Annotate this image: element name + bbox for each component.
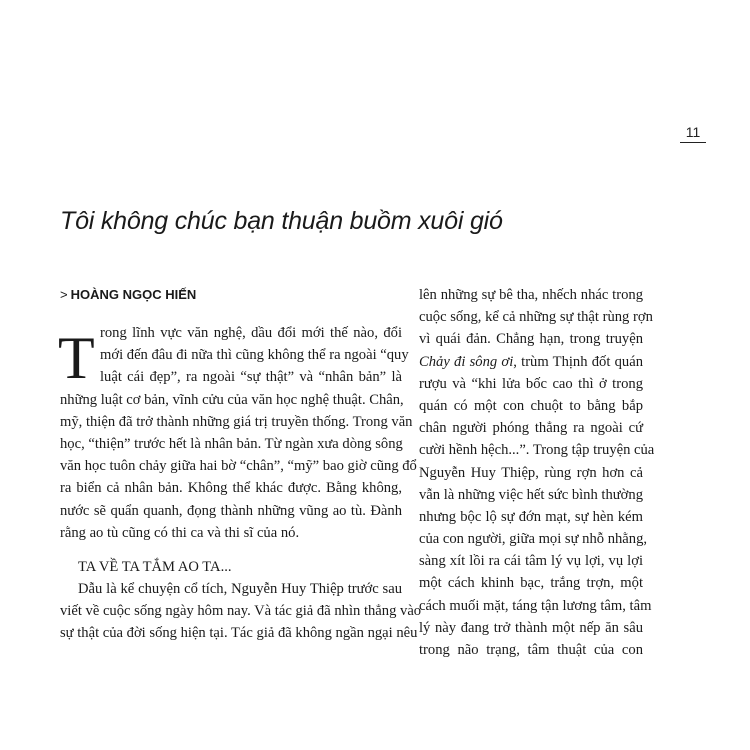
text-line: rượu và “khi lửa bốc cao thì ở trong: [419, 375, 643, 392]
text-line: Nguyễn Huy Thiệp, rùng rợn hơn cả: [419, 464, 643, 481]
text-line: nhưng bộc lộ sự đớn mạt, sự hèn kém: [419, 508, 643, 525]
text-line: rong lĩnh vực văn nghệ, dầu đổi mới thế nào, đổi: [100, 325, 402, 341]
page-number-underline: [680, 142, 706, 143]
text-line: rằng ao tù cũng có thi ca và thi sĩ của nó.: [60, 524, 300, 541]
paragraph-2: [60, 578, 422, 645]
text-line: của con người, giữa mọi sự nhỗ nhằng,: [419, 531, 648, 548]
article-title: Tôi không chúc bạn thuận buồm xuôi gió: [60, 207, 503, 235]
text-line: [419, 351, 643, 373]
story-title-italic: Chảy đi sông ơi: [419, 353, 514, 370]
author-name: HOÀNG NGỌC HIẾN: [70, 287, 197, 302]
text-line: quán có một con chuột to bằng bắp: [419, 397, 643, 414]
text-line: Dẫu là kể chuyện cổ tích, Nguyễn Huy Thiệp trước sau: [78, 581, 402, 598]
text-line: vẫn là những việc hết sức bình thường: [419, 486, 643, 503]
text-line: viết về cuộc sống ngày hôm nay. Và tác giả đã nhìn thẳng vào: [60, 603, 422, 620]
author-marker: >: [60, 287, 68, 302]
text-line: chân người phóng thẳng ra ngoài cứ: [419, 420, 643, 437]
text-line: lý này đang trở thành một nếp ăn sâu: [419, 619, 643, 636]
left-column: [58, 284, 422, 645]
text-line: trong não trạng, tâm thuật của con: [419, 642, 643, 658]
drop-cap: T: [58, 325, 95, 391]
text-line: sự thật của đời sống hiện tại. Tác giả đã không ngần ngại nêu: [60, 625, 418, 642]
author-byline: [60, 284, 402, 306]
section-heading: TA VỀ TA TẮM AO TA...: [78, 558, 232, 575]
text-line: nước sẽ quẩn quanh, đọng thành những vũng ao tù. Đành: [60, 502, 402, 519]
page-number: 11: [685, 124, 701, 140]
text-line: cuộc sống, kể cả những sự thật rùng rợn: [419, 309, 653, 326]
text-line: sàng xít lồi ra cái tâm lý vụ lợi, vụ lợi: [419, 553, 643, 570]
text-line: cười hềnh hệch...”. Trong tập truyện của: [419, 442, 655, 459]
text-line: những luật cơ bản, vĩnh cửu của văn học nghệ thuật. Chân,: [60, 391, 404, 408]
text-line: cách muối mặt, táng tận lương tâm, tâm: [419, 597, 652, 614]
text-line: ra biển cả nhân bản. Không thể khác được. Bằng không,: [60, 480, 402, 497]
text-line: lên những sự bê tha, nhếch nhác trong: [419, 287, 643, 303]
text-line: một cách khinh bạc, trắng trợn, một: [419, 575, 643, 592]
text-line: luật cái đẹp”, ra ngoài “sự thật” và “nhân bản” là: [100, 369, 402, 386]
text-line: vì quái đản. Chẳng hạn, trong truyện: [419, 331, 643, 348]
text-fragment: , trùm Thịnh đốt quán: [513, 353, 644, 370]
text-line: mới đến đâu đi nữa thì cũng không thể ra ngoài “quy: [100, 347, 409, 364]
text-line: học, “thiện” trước hết là nhân bản. Từ ngàn xưa dòng sông: [60, 435, 403, 452]
paragraph-1: [58, 322, 417, 544]
text-line: văn học tuôn chảy giữa hai bờ “chân”, “mỹ” bao giờ cũng đổ: [60, 458, 417, 475]
right-column: [419, 284, 655, 661]
text-line: mỹ, thiện đã trở thành những giá trị truyền thống. Trong văn: [60, 413, 413, 430]
